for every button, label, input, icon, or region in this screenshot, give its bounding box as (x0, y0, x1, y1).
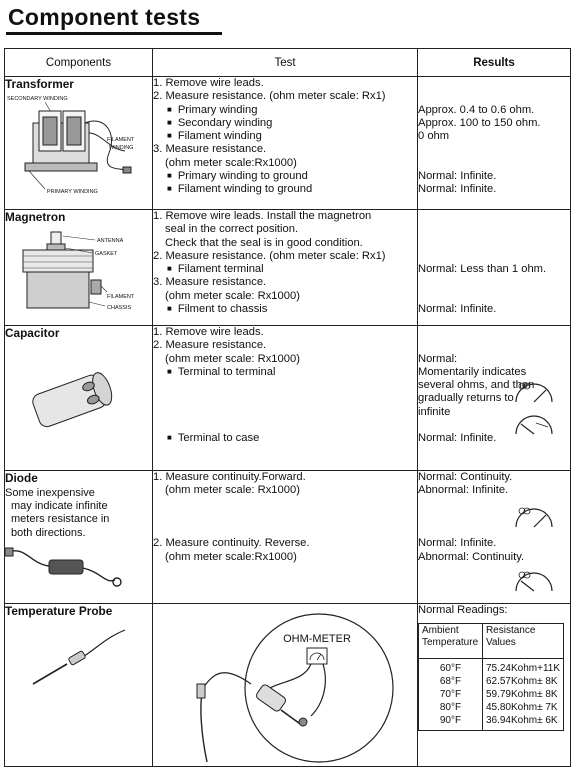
diode-result: Abnormal: Infinite. (418, 484, 509, 497)
capacitor-row (5, 326, 571, 471)
header-test: Test (153, 49, 418, 77)
component-tests-table (4, 48, 571, 767)
meter-reverse-icon (514, 571, 554, 593)
magnetron-test-line: 2. Measure resistance. (ohm meter scale: Rx1) (153, 249, 386, 262)
transformer-results-cell (418, 77, 571, 210)
capacitor-results-cell (418, 326, 571, 471)
meter-deflect-icon (514, 382, 554, 404)
magnetron-name: Magnetron (5, 210, 66, 224)
capacitor-test-line: ■ Terminal to case (153, 432, 417, 445)
chassis-label: CHASSIS (107, 305, 132, 311)
temperature-column (419, 659, 483, 731)
capacitor-illustration (5, 342, 145, 442)
transformer-test-line: 1. Remove wire leads. (153, 77, 264, 89)
diode-results-cell (418, 471, 571, 604)
magnetron-results-cell (418, 210, 571, 326)
meter-continuity-icon (514, 507, 554, 529)
capacitor-test-cell (153, 326, 418, 471)
resistance-value: 59.79Kohm± 8K (485, 689, 558, 701)
temperature-value: 60°F (439, 663, 462, 675)
resistance-column (482, 659, 563, 731)
probe-illustration (5, 620, 145, 690)
diode-test-line: 1. Measure continuity.Forward. (153, 471, 306, 483)
diode-test-line: 2. Measure continuity. Reverse. (153, 537, 310, 550)
filament-label: FILAMENT (107, 137, 135, 143)
transformer-test-line: 2. Measure resistance. (ohm meter scale: Rx1) (153, 90, 386, 103)
magnetron-test-line: Check that the seal is in good condition. (165, 236, 363, 249)
transformer-test-cell (153, 77, 418, 210)
magnetron-test-cell (153, 210, 418, 326)
capacitor-component-cell (5, 326, 153, 471)
magnetron-test-line: (ohm meter scale: Rx1000) (165, 289, 300, 302)
header-components: Components (5, 49, 153, 77)
resistance-value: 62.57Kohm± 8K (485, 676, 558, 688)
resistance-value: 36.94Kohm± 6K (485, 715, 558, 727)
antenna-label: ANTENNA (97, 238, 124, 244)
transformer-test-line: ■ Filament winding (153, 130, 417, 143)
gasket-label: GASKET (95, 251, 118, 257)
magnetron-test-line: seal in the correct position. (165, 223, 299, 236)
transformer-component-cell (5, 77, 153, 210)
diode-name: Diode (5, 471, 38, 485)
transformer-test-line: ■ Primary winding to ground (153, 170, 417, 183)
page-title: Component tests (8, 4, 201, 30)
diode-illustration (5, 540, 145, 596)
magnetron-test-line: 1. Remove wire leads. Install the magnetron (153, 210, 372, 222)
diode-row (5, 471, 571, 604)
transformer-test-line: ■ Secondary winding (153, 117, 417, 130)
magnetron-test-line: 3. Measure resistance. (153, 276, 267, 289)
capacitor-result: Normal: Infinite. (418, 432, 497, 445)
capacitor-test-line: 2. Measure resistance. (153, 339, 267, 352)
transformer-result: Normal: Infinite. (418, 183, 497, 196)
transformer-name: Transformer (5, 77, 74, 91)
temperature-value: 90°F (439, 715, 462, 727)
resistance-table (418, 623, 564, 731)
resistance-value: 45.80Kohm± 7K (485, 702, 558, 714)
transformer-result: Approx. 0.4 to 0.6 ohm. (418, 103, 535, 116)
transformer-illustration (5, 93, 145, 197)
temperature-value: 70°F (439, 689, 462, 701)
transformer-test-line: ■ Primary winding (153, 104, 417, 117)
transformer-test-line: 3. Measure resistance. (153, 143, 267, 156)
capacitor-test-line: ■ Terminal to terminal (153, 366, 417, 379)
ohm-meter-label: OHM-METER (283, 633, 351, 645)
header-results: Results (418, 49, 571, 77)
magnetron-result: Normal: Less than 1 ohm. (418, 263, 547, 276)
diode-component-cell (5, 471, 153, 604)
magnetron-illustration (5, 226, 145, 316)
diode-result: Normal: Infinite. (418, 537, 497, 550)
diode-note-line: Some inexpensive (5, 487, 95, 499)
magnetron-result: Normal: Infinite. (418, 303, 497, 316)
ambient-temperature-header: Ambient Temperature (419, 624, 483, 659)
probe-row (5, 604, 571, 767)
transformer-result: Normal: Infinite. (418, 170, 497, 183)
diode-test-line: (ohm meter scale: Rx1000) (165, 484, 300, 497)
capacitor-result: Normal: (418, 352, 458, 365)
probe-results-cell (418, 604, 571, 767)
temperature-value: 80°F (439, 702, 462, 714)
capacitor-result: gradually returns to (418, 392, 514, 405)
temperature-value: 68°F (439, 676, 462, 688)
probe-component-cell (5, 604, 153, 767)
diode-note-line: meters resistance in (11, 513, 110, 526)
transformer-result: Approx. 100 to 150 ohm. (418, 116, 541, 129)
secondary-winding-label: SECONDARY WINDING (7, 96, 68, 102)
header-row (5, 49, 571, 77)
diode-test-cell (153, 471, 418, 604)
meter-infinite-icon (514, 414, 554, 436)
capacitor-name: Capacitor (5, 326, 60, 340)
diode-note-line: both directions. (11, 526, 86, 539)
diode-note (5, 487, 152, 540)
diode-result: Abnormal: Continuity. (418, 550, 525, 563)
primary-winding-label: PRIMARY WINDING (47, 189, 98, 195)
probe-results-title: Normal Readings: (418, 604, 508, 616)
capacitor-result: infinite (418, 405, 451, 418)
magnetron-component-cell (5, 210, 153, 326)
magnetron-row (5, 210, 571, 326)
filament-label: FILAMENT (107, 294, 135, 300)
diode-note-line: may indicate infinite (11, 500, 108, 513)
transformer-test-line: (ohm meter scale:Rx1000) (165, 156, 297, 169)
probe-measure-illustration (153, 604, 418, 766)
resistance-values-header: Resistance Values (482, 624, 563, 659)
capacitor-result: several ohms, and then (418, 379, 535, 392)
transformer-row (5, 77, 571, 210)
title-underline (6, 32, 222, 35)
magnetron-test-line: ■ Filment to chassis (153, 303, 417, 316)
diode-result: Normal: Continuity. (418, 471, 513, 483)
transformer-test-line: ■ Filament winding to ground (153, 183, 417, 196)
resistance-value: 75.24Kohm+11K (485, 663, 560, 675)
probe-test-cell (153, 604, 418, 767)
probe-name: Temperature Probe (5, 604, 113, 618)
capacitor-test-line: 1. Remove wire leads. (153, 326, 264, 338)
magnetron-test-line: ■ Filament terminal (153, 263, 417, 276)
diode-test-line: (ohm meter scale:Rx1000) (165, 550, 297, 563)
filament-label-2: WINDING (109, 145, 134, 151)
capacitor-result: Momentarily indicates (418, 365, 527, 378)
transformer-result: 0 ohm (418, 130, 450, 143)
capacitor-test-line: (ohm meter scale: Rx1000) (165, 352, 300, 365)
